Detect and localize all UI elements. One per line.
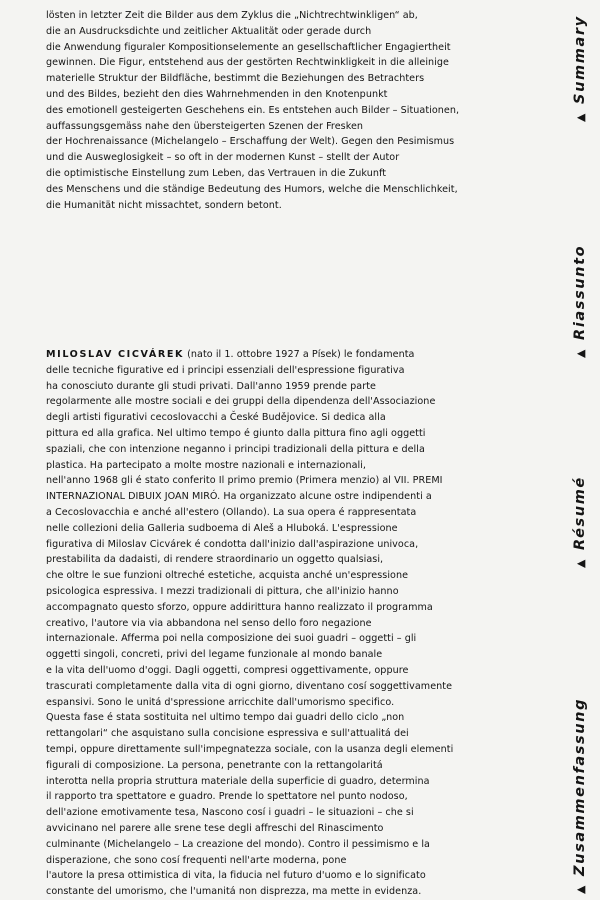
text-line: tempi, oppure direttamente sull'impegnatezza sociale, con la usanza degli elementi	[46, 743, 454, 755]
text-line: regolarmente alle mostre sociali e dei gruppi della dipendenza dell'Associazione	[46, 396, 436, 408]
text-line: Questa fase é stata sostituita nel ultimo tempo dai guadri dello ciclo „non	[46, 712, 405, 724]
artist-name: MILOSLAV CICVÁREK	[46, 349, 185, 360]
text-line: spaziali, che con intenzione neganno i principi tradizionali della pittura e della	[46, 443, 425, 455]
triangle-icon: ▲	[574, 111, 587, 122]
text-line: accompagnato questo sforzo, oppure addirittura hanno realizzato il programma	[46, 601, 433, 613]
italian-first-line-rest: (nato il 1. ottobre 1927 a Písek) le fondamenta	[184, 349, 415, 360]
text-line: rettangolari“ che asquistano sulla concisione espressiva e sull'attualitá dei	[46, 728, 409, 740]
triangle-icon: ▲	[574, 883, 587, 894]
text-line: interotta nella propria struttura materiale della superficie di guadro, determina	[46, 775, 430, 787]
zusammenfassung-label: Zusammenfassung	[572, 697, 588, 876]
text-line: e la vita dell'uomo d'oggi. Dagli oggetti, compresi oggettivamente, oppure	[46, 664, 409, 676]
triangle-icon: ▲	[574, 557, 587, 568]
text-line: ha conosciuto durante gli studi privati. Dall'anno 1959 prende parte	[46, 380, 376, 392]
text-line: figurativa di Miloslav Cicvárek é condotta dall'inizio dall'aspirazione univoca,	[46, 538, 419, 550]
text-line: che oltre le sue funzioni oltreché estetiche, acquista anché un'espressione	[46, 570, 409, 582]
text-line: dell'azione emotivamente tesa, Nascono cosí i guadri – le situazioni – che si	[46, 807, 414, 819]
text-line: des emotionell gesteigerten Geschehens ein. Es entstehen auch Bilder – Situationen,	[46, 104, 460, 116]
text-line: espansivi. Sono le unitá d'spressione arricchite dall'umorismo specifico.	[46, 696, 395, 708]
text-line: die Anwendung figuraler Kompositionselemente an gesellschaftlicher Engagiertheit	[46, 41, 451, 53]
resume-label: Résumé	[572, 476, 588, 550]
riassunto-label: Riassunto	[572, 244, 588, 340]
text-line: lösten in letzter Zeit die Bilder aus dem Zyklus die „Nichtrechtwinkligen“ ab,	[46, 10, 418, 21]
text-line: figurali di composizione. La persona, penetrante con la rettangolaritá	[46, 759, 383, 771]
italian-first-line	[46, 347, 546, 363]
text-line: nell'anno 1968 gli é stato conferito Il primo premio (Primera menzio) al VII. PREMI	[46, 475, 443, 487]
text-line: il rapporto tra spettatore e guadro. Prende lo spettatore nel punto nodoso,	[46, 791, 408, 803]
text-line: psicologica espressiva. I mezzi tradizionali di pittura, che all'inizio hanno	[46, 585, 399, 597]
text-line: prestabilita da dadaisti, di rendere straordinario un oggetto qualsiasi,	[46, 554, 384, 566]
text-line: oggetti singoli, concreti, privi del legame funzionale al mondo banale	[46, 649, 383, 661]
german-summary-text	[46, 8, 546, 213]
text-line: disperazione, che sono cosí frequenti nell'arte moderna, pone	[46, 854, 347, 866]
text-line: l'autore la presa ottimistica di vita, la fiducia nel futuro d'uomo e lo significato	[46, 870, 426, 882]
text-line: a Cecoslovacchia e anché all'estero (Ollando). La sua opera é rappresentata	[46, 506, 417, 518]
text-line: auffassungsgemäss nahe den übersteigerten Szenen der Fresken	[46, 120, 364, 132]
text-line: des Menschens und die ständige Bedeutung des Humors, welche die Menschlichkeit,	[46, 183, 458, 195]
triangle-icon: ▲	[574, 347, 587, 358]
text-line: nelle collezioni delia Galleria sudboema di Aleš a Hluboká. L'espressione	[46, 522, 398, 534]
summary-label: Summary	[572, 15, 588, 104]
text-line: und die Ausweglosigkeit – so oft in der modernen Kunst – stellt der Autor	[46, 152, 400, 164]
italian-summary-text	[46, 347, 546, 900]
text-line: plastica. Ha partecipato a molte mostre nazionali e internazionali,	[46, 459, 367, 471]
text-line: culminante (Michelangelo – La creazione del mondo). Contro il pessimismo e la	[46, 838, 430, 850]
text-line: die optimistische Einstellung zum Leben, das Vertrauen in die Zukunft	[46, 167, 387, 179]
text-line: trascurati completamente dalla vita di ogni giorno, diventano cosí soggettivamente	[46, 680, 453, 692]
text-line: degli artisti figurativi cecoslovacchi a České Budějovice. Si dedica alla	[46, 412, 386, 424]
text-line: gewinnen. Die Figur, entstehend aus der gestörten Rechtwinkligkeit in die alleinige	[46, 57, 449, 69]
text-line: internazionale. Afferma poi nella composizione dei suoi guadri – oggetti – gli	[46, 633, 417, 645]
text-line: pittura ed alla grafica. Nel ultimo tempo é giunto dalla pittura fino agli oggetti	[46, 427, 426, 439]
text-line: constante del umorismo, che l'umanitá non disprezza, ma mette in evidenza.	[46, 886, 422, 898]
text-line: und des Bildes, bezieht den dies Wahrnehmenden in den Knotenpunkt	[46, 88, 388, 100]
text-line: creativo, l'autore via via abbandona nel senso dello foro negazione	[46, 617, 372, 629]
text-line: materielle Struktur der Bildfläche, bestimmt die Beziehungen des Betrachters	[46, 73, 425, 85]
text-line: die an Ausdrucksdichte und zeitlicher Aktualität oder gerade durch	[46, 25, 372, 37]
text-line: INTERNAZIONAL DIBUIX JOAN MIRÓ. Ha organizzato alcune ostre indipendenti a	[46, 491, 432, 503]
text-line: delle tecniche figurative ed i principi essenziali dell'espressione figurativa	[46, 364, 405, 376]
text-line: avvicinano nel parere alle srene tese degli affreschi del Rinascimento	[46, 822, 384, 834]
text-line: die Humanität nicht missachtet, sondern betont.	[46, 199, 282, 211]
text-line: der Hochrenaissance (Michelangelo – Erschaffung der Welt). Gegen den Pesimismus	[46, 136, 455, 148]
